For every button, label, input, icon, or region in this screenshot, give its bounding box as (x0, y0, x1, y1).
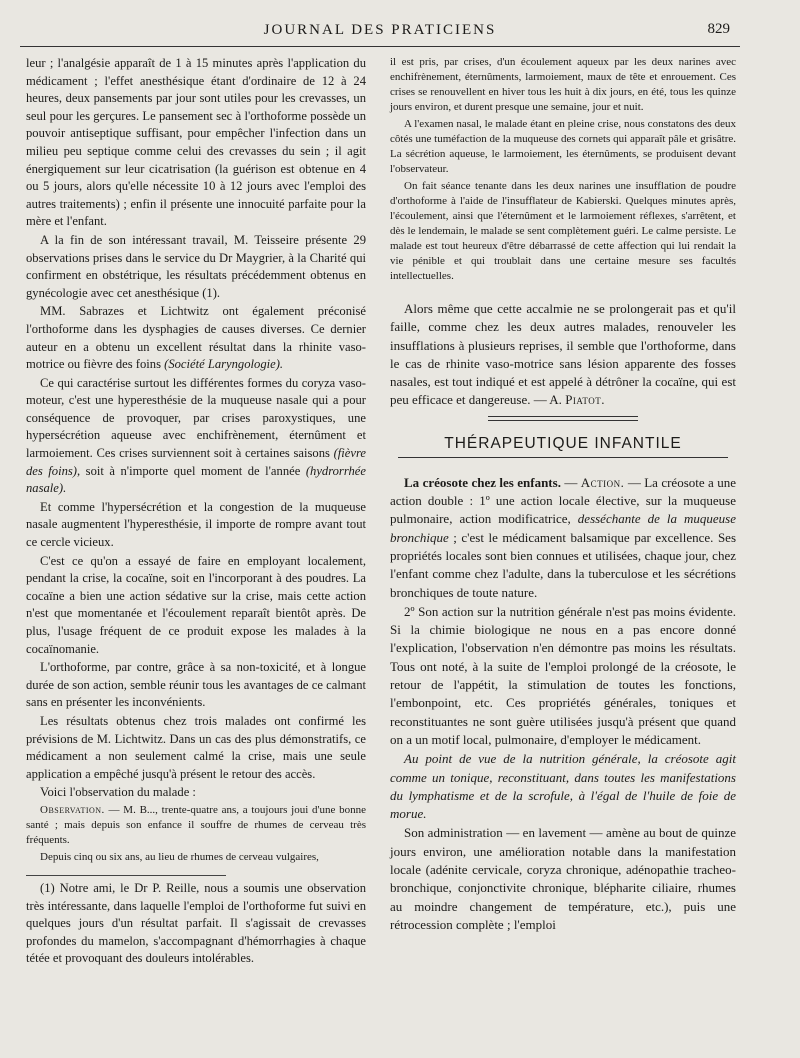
section-title: THÉRAPEUTIQUE INFANTILE (444, 434, 682, 452)
text: Ce qui caractérise surtout les différentes formes du coryza vaso-moteur, c'est une hyperesthésie de la muqueuse nasale qui a pour conséquence de provoquer, par crises paroxystiques, une hypersécrétion aqueuse avec enchifrènement, éternûment et larmoiement. Ces crises surviennent soit à certaines saisons (26, 375, 366, 461)
paragraph: leur ; l'analgésie apparaît de 1 à 15 minutes après l'application du médicament ; l'effet anesthésique étant d'ordinaire de 12 à 24 heures, deux pansements par jour sont utiles pour les crevasses, un seul pour les gerçures. Le pansement sec à l'orthoforme possède un pouvoir antiseptique suffisant, pour empêcher l'infection dans un milieu peu septique comme celui des crevasses du sein ; il agit énergiquement sur leur cicatrisation (la guérison est obtenue en 4 ou 5 jours, alors qu'elle nécessite 10 à 12 jours avec l'emploi des autres traitements) ; enfin il présente une innocuité parfaite pour la mère et l'enfant. (26, 56, 366, 229)
text: ; c'est le médicament balsamique par excellence. Ses propriétés locales sont bien connues et utilisées, chaque jour, chez l'enfant comme chez l'adulte, dans la tuberculose et les sécrétions bronchiques de toute nature. (390, 529, 736, 600)
paragraph: Son administration — en lavement — amène au bout de quinze jours environ, une amélioration notable dans la manifestation locale (adénite cervicale, coryza chronique, adénopathie tracheo-bronchique, conjonctivite chronique, blépharite ciliaire, rhumes au moindre changement de température, etc.), puis une rétrocession complète ; l'emploi (390, 825, 736, 932)
left-column (26, 55, 366, 969)
text: — La créosote a une action double : 1º une action locale élective, sur la muqueuse pulmonaire, action modificatrice, (390, 474, 736, 527)
paragraph (390, 750, 736, 823)
spacer (390, 286, 736, 300)
text: , soit à n'importe quel moment de l'année (77, 463, 306, 478)
section-divider (488, 416, 638, 421)
term: desséchante de la muqueuse bronchique (390, 511, 736, 545)
author-signature: Piatot. (565, 392, 605, 408)
paragraph (390, 474, 736, 602)
section-title-rule (398, 457, 728, 458)
footnote: (1) Notre ami, le Dr P. Reille, nous a soumis une observation très intéressante, dans laquelle l'emploi de l'orthoforme fut suivi en quelques jours d'un résultat parfait. Il s'agissait de crevasses profondes du mamelon, s'accompagnant d'hémorrhagies à chaque tétée et provoquant des douleurs intolérables. (26, 880, 366, 966)
paragraph: Et comme l'hypersécrétion et la congestion de la muqueuse nasale augmentent l'hyperesthésie, il importe de rompre avant tout ce cercle vicieux. (26, 499, 366, 550)
article-heading: La créosote chez les enfants. (404, 474, 561, 490)
citation: (Société Laryngologie). (164, 357, 284, 372)
right-column (390, 55, 736, 935)
paragraph: Voici l'observation du malade : (40, 785, 196, 800)
observation-paragraph (26, 803, 366, 848)
emphasis-text: Au point de vue de la nutrition générale, la créosote agit comme un tonique, reconstituant, dans toutes les manifestations du lymphatisme et de la scrofule, à l'égal de l'huile de foie de morue. (390, 751, 736, 822)
subheading: Action. (580, 474, 625, 490)
text: MM. Sabrazes et Lichtwitz ont également préconisé l'orthoforme dans les dysphagies de causes diverses. Ce dernier auteur en a obtenu un excellent résultat dans la rhinite vaso-motrice ou fièvre des foins (26, 304, 366, 372)
footnote-divider (26, 875, 226, 876)
paragraph (26, 375, 366, 498)
journal-title: JOURNAL DES PRATICIENS (263, 22, 497, 38)
observation-paragraph: Depuis cinq ou six ans, au lieu de rhumes de cerveau vulgaires, (40, 850, 319, 863)
paragraph: L'orthoforme, par contre, grâce à sa non-toxicité, et à longue durée de son action, semble réunir tous les avantages de ce calmant sans en présenter les inconvénients. (26, 660, 366, 710)
term: (fièvre des foins) (26, 446, 366, 478)
observation-paragraph: On fait séance tenante dans les deux narines une insufflation de poudre d'orthoforme à l'aide de l'insufflateur de Kabierski. Quelques minutes après, l'écoulement, ainsi que l'éternûment et le larmoiement réflexes, s'arrêtent, et dès le lendemain, le malade se sent complètement guéri. Le calme persiste. Le malade est tout heureux d'être débarrassé de cette affection qui lui rendait la vie pénible et qui troublait dans une certaine mesure ses facultés intellectuelles. (390, 180, 736, 282)
page-number: 829 (707, 21, 730, 37)
text: — (560, 474, 581, 490)
term: (hydrorrhée nasale). (26, 463, 366, 496)
observation-paragraph: A l'examen nasal, le malade étant en pleine crise, nous constatons des deux côtés une tuméfaction de la muqueuse des cornets qui apparaît pâle et grisâtre. La sécrétion aqueuse, le larmoiement, les éternûments, se produisent devant l'observateur. (390, 118, 736, 175)
paragraph (390, 300, 736, 410)
observation-label: Observation. (40, 803, 105, 816)
paragraph: 2º Son action sur la nutrition générale n'est pas moins évidente. Si la chimie biologique ne nous en a pas encore donné l'explication, l'observation n'en démontre pas moins les résultats. Tous ont noté, à la suite de l'emploi prolongé de la créosote, le retour de l'appétit, la stimulation de toutes les fonctions, l'embonpoint, etc. Ces propriétés générales, toniques et reconstituantes ne sont guère utilisées jusqu'à présent que quand on a un motif local, pulmonaire, d'employer le médicament. (390, 603, 736, 747)
paragraph (26, 303, 366, 373)
text: — M. B..., trente-quatre ans, a toujours joui d'une bonne santé ; mais depuis son enfance il souffre de rhumes de cerveau très fréquents. (26, 803, 366, 846)
paragraph: Les résultats obtenus chez trois malades ont confirmé les prévisions de M. Lichtwitz. Dans un cas des plus démonstratifs, ce médicament a non seulement calmé la crise, mais une seule application a empêché jusqu'à présent le retour des accès. (26, 713, 366, 781)
text: Alors même que cette accalmie ne se prolongerait pas et qu'il faille, comme chez les deux autres malades, renouveler les insufflations à plusieurs reprises, il semble que l'orthoforme, dans le cas de rhinite vaso-motrice sans lésion apparente des fosses nasales, est tout indiqué et est appelé à détrôner la cocaïne, qui est peu efficace et dangereuse. — A. (390, 301, 736, 408)
paragraph: A la fin de son intéressant travail, M. Teisseire présente 29 observations prises dans le service du Dr Maygrier, à la Charité qui confirment en obstétrique, les résultats précédemment obtenus en gynécologie avec cet anesthésique (1). (26, 232, 366, 300)
page-header (20, 18, 740, 47)
paragraph: C'est ce qu'on a essayé de faire en employant localement, pendant la crise, la cocaïne, soit en l'incorporant à des poudres. La cocaïne a bien une action sédative sur la crise, mais cette action n'est que momentanée et l'écoulement reparaît bientôt après. De plus, l'usage fréquent de ce produit expose les malades à la cocaïnomanie. (26, 553, 366, 656)
observation-paragraph: il est pris, par crises, d'un écoulement aqueux par les deux narines avec enchifrènement, éternûments, larmoiement, maux de tête et enrouement. Ces crises se renouvellent en hiver tous les huit à dix jours, en été, tous les quinze jours environ, et durent presque une semaine, jour et nuit. (390, 56, 736, 113)
